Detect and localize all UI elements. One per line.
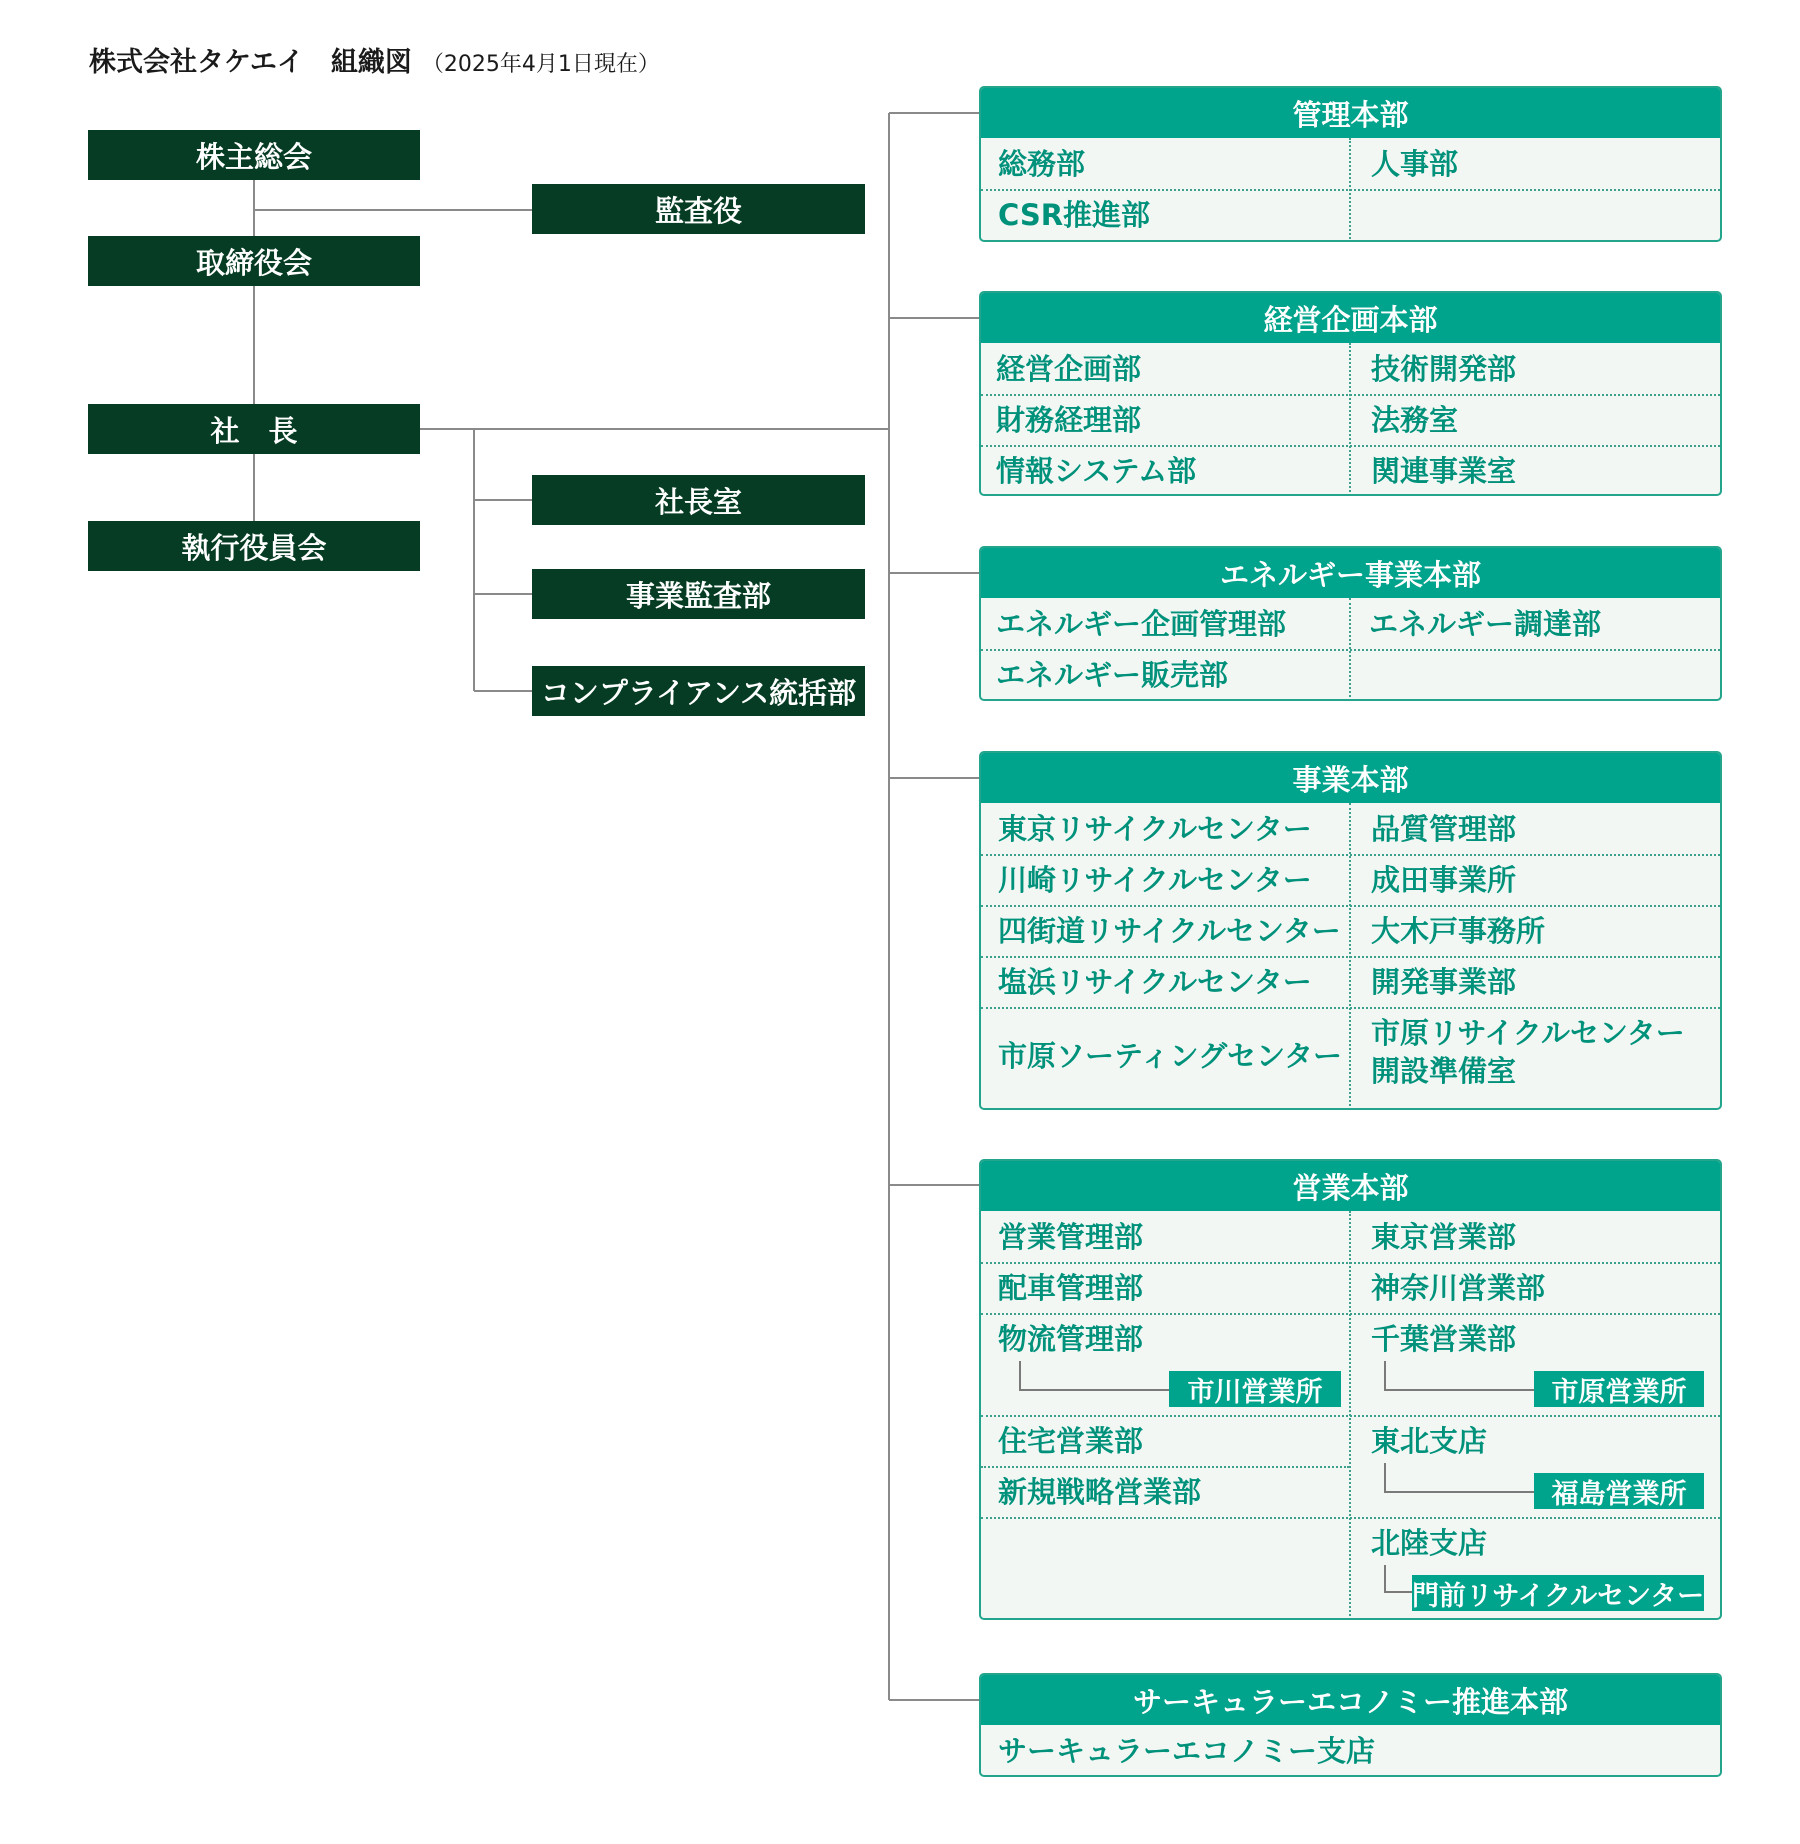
box-presidents-office: 社長室: [532, 475, 865, 525]
column-divider: [1349, 343, 1351, 496]
dept-cell: 川崎リサイクルセンター: [998, 863, 1312, 897]
division-header: 経営企画本部: [981, 293, 1720, 343]
dept-cell: エネルギー企画管理部: [996, 607, 1287, 641]
dept-cell: 東北支店: [1371, 1424, 1488, 1458]
dept-cell: 住宅営業部: [998, 1424, 1144, 1458]
dept-cell: 東京リサイクルセンター: [998, 812, 1312, 846]
sub-office-box: 門前リサイクルセンター: [1412, 1575, 1704, 1611]
row-divider: [981, 1517, 1720, 1519]
dept-cell: 新規戦略営業部: [998, 1475, 1202, 1509]
division-admin: [979, 86, 1722, 242]
dept-cell: サーキュラーエコノミー支店: [998, 1734, 1376, 1768]
division-header: サーキュラーエコノミー推進本部: [981, 1675, 1720, 1725]
sub-connector: [1019, 1361, 1171, 1391]
sub-connector: [1384, 1565, 1414, 1593]
dept-cell: 物流管理部: [998, 1322, 1144, 1356]
division-planning: [979, 291, 1722, 496]
row-divider: [981, 1466, 1349, 1468]
division-header: エネルギー事業本部: [981, 548, 1720, 598]
box-auditor: 監査役: [532, 184, 865, 234]
dept-cell: 情報システム部: [996, 454, 1197, 488]
division-business: [979, 751, 1722, 1110]
row-divider: [981, 1007, 1720, 1009]
dept-cell: 技術開発部: [1371, 352, 1517, 386]
dept-cell: 営業管理部: [998, 1220, 1144, 1254]
row-divider: [981, 189, 1720, 191]
division-circular-economy: [979, 1673, 1722, 1777]
row-divider: [981, 649, 1720, 651]
dept-cell: 経営企画部: [996, 352, 1142, 386]
dept-cell: 関連事業室: [1371, 454, 1517, 488]
division-header: 事業本部: [981, 753, 1720, 803]
title-text: 株式会社タケエイ 組織図: [89, 47, 412, 78]
dept-cell: 千葉営業部: [1371, 1322, 1517, 1356]
row-divider: [981, 1313, 1720, 1315]
dept-cell: 配車管理部: [998, 1271, 1144, 1305]
box-board: 取締役会: [88, 236, 420, 286]
row-divider: [981, 854, 1720, 856]
dept-cell: 法務室: [1371, 403, 1459, 437]
dept-cell: 塩浜リサイクルセンター: [998, 965, 1312, 999]
sub-office-box: 市川営業所: [1169, 1371, 1341, 1407]
dept-cell: エネルギー調達部: [1369, 607, 1602, 641]
dept-cell: 総務部: [998, 147, 1086, 181]
division-energy: [979, 546, 1722, 701]
box-business-audit: 事業監査部: [532, 569, 865, 619]
division-header: 管理本部: [981, 88, 1720, 138]
box-president: 社 長: [88, 404, 420, 454]
sub-office-box: 福島営業所: [1534, 1473, 1704, 1509]
row-divider: [981, 1262, 1720, 1264]
dept-cell: 北陸支店: [1371, 1526, 1488, 1560]
row-divider: [981, 394, 1720, 396]
division-sales: [979, 1159, 1722, 1620]
dept-cell: 四街道リサイクルセンター: [998, 914, 1341, 948]
date-text: （2025年4月1日現在）: [421, 52, 660, 77]
division-header: 営業本部: [981, 1161, 1720, 1211]
page-title: [89, 40, 660, 79]
box-shareholders: 株主総会: [88, 130, 420, 180]
row-divider: [981, 445, 1720, 447]
dept-cell: 神奈川営業部: [1371, 1271, 1546, 1305]
dept-cell: 品質管理部: [1371, 812, 1517, 846]
sub-office-box: 市原営業所: [1534, 1371, 1704, 1407]
dept-cell: CSR推進部: [998, 198, 1151, 232]
row-divider: [981, 905, 1720, 907]
dept-cell: エネルギー販売部: [996, 658, 1229, 692]
dept-cell: 人事部: [1371, 147, 1459, 181]
row-divider: [981, 956, 1720, 958]
sub-connector: [1384, 1361, 1536, 1391]
dept-cell: 財務経理部: [996, 403, 1142, 437]
box-compliance: コンプライアンス統括部: [532, 666, 865, 716]
dept-cell: 大木戸事務所: [1371, 914, 1546, 948]
row-divider: [981, 1415, 1720, 1417]
dept-cell: 市原ソーティングセンター: [998, 1039, 1342, 1073]
box-executive-board: 執行役員会: [88, 521, 420, 571]
dept-cell: 市原リサイクルセンター: [1371, 1016, 1685, 1050]
dept-cell: 成田事業所: [1371, 863, 1517, 897]
dept-cell: 開発事業部: [1371, 965, 1517, 999]
dept-cell: 開設準備室: [1371, 1054, 1517, 1088]
sub-connector: [1384, 1463, 1536, 1493]
dept-cell: 東京営業部: [1371, 1220, 1517, 1254]
